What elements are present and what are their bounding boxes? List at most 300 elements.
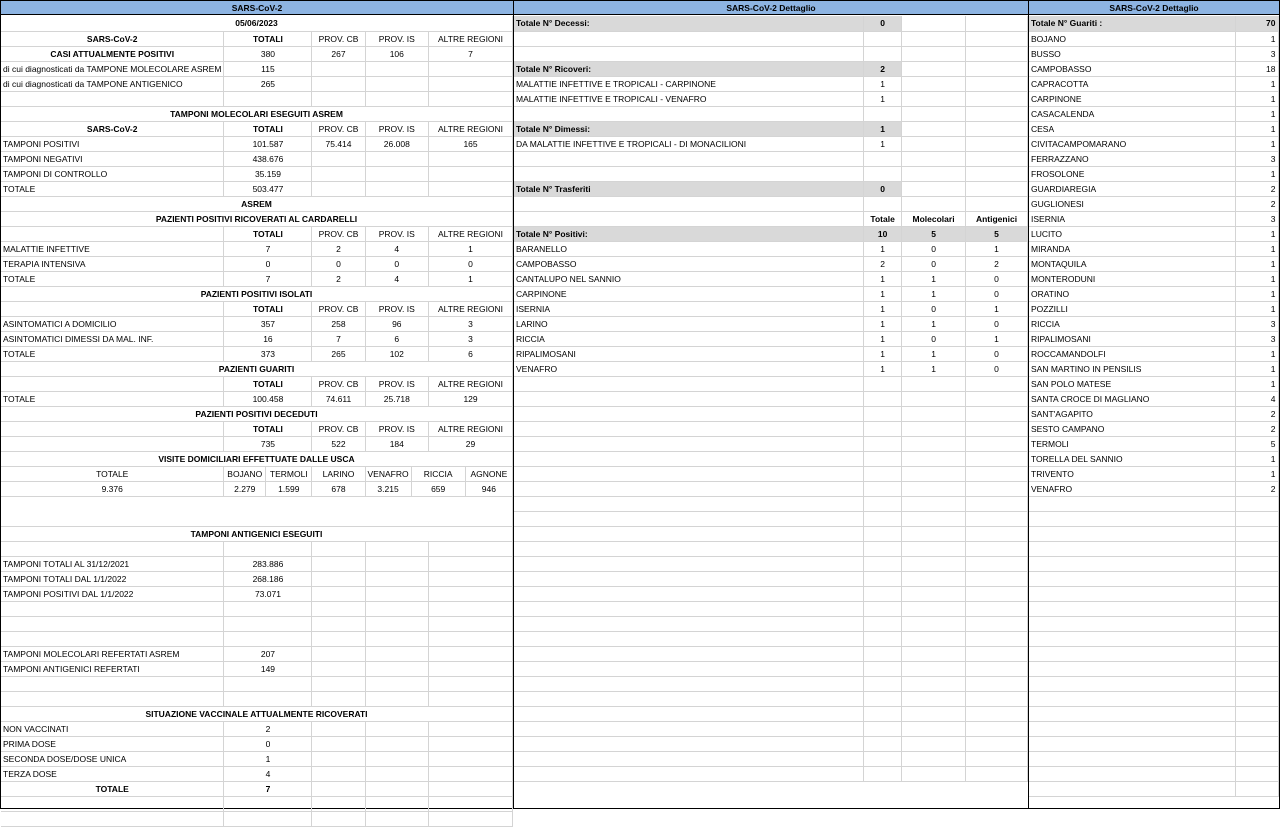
table-row: [1029, 166, 1278, 181]
comune-guariti: 1: [1235, 91, 1278, 106]
comune-mol: 1: [902, 286, 966, 301]
table-row: [514, 331, 1028, 346]
header-totali: TOTALI: [224, 121, 312, 136]
comune-tot: 1: [864, 271, 902, 286]
iso-totale-altre: 6: [429, 346, 513, 361]
table-row: [1029, 361, 1278, 376]
ricovero-value: 1: [864, 91, 902, 106]
casi-is: 106: [365, 46, 429, 61]
ricoveri-label: Totale N° Ricoveri:: [514, 61, 864, 76]
molecolare-label: di cui diagnosticati da TAMPONE MOLECOLARE ASREM: [1, 61, 224, 76]
comune-guariti: 2: [1235, 196, 1278, 211]
comune-tot: 1: [864, 301, 902, 316]
table-row: [514, 346, 1028, 361]
seconda-label: SECONDA DOSE/DOSE UNICA: [1, 751, 224, 766]
header-altre: ALTRE REGIONI: [429, 31, 513, 46]
header-altre: ALTRE REGIONI: [429, 376, 513, 391]
header-totali: TOTALI: [224, 31, 312, 46]
ric-totale-tot: 7: [224, 271, 312, 286]
table-row: [1, 766, 513, 781]
table-row: [1029, 211, 1278, 226]
table-row: [1029, 256, 1278, 271]
table-row: [1, 226, 513, 241]
ant-r5-value: 149: [224, 661, 312, 676]
comune-name: MONTAQUILA: [1029, 256, 1235, 271]
header-altre: ALTRE REGIONI: [429, 301, 513, 316]
comune-name: BUSSO: [1029, 46, 1235, 61]
dimessi-label: Totale N° Dimessi:: [514, 121, 864, 136]
table-row: [1, 586, 513, 601]
table-row: [1029, 16, 1278, 31]
table-row: [1029, 286, 1278, 301]
ant-r5-label: TAMPONI ANTIGENICI REFERTATI: [1, 661, 224, 676]
comune-tot: 1: [864, 316, 902, 331]
vac-totale-label: TOTALE: [1, 781, 224, 796]
comune-mol: 1: [902, 271, 966, 286]
comune-guariti: 1: [1235, 346, 1278, 361]
dimessi-is: 6: [365, 331, 429, 346]
table-row: [1, 556, 513, 571]
table-row: [514, 256, 1028, 271]
table-row: [1, 571, 513, 586]
comune-name: GUARDIAREGIA: [1029, 181, 1235, 196]
table-row: [1029, 466, 1278, 481]
table-row: [514, 286, 1028, 301]
section-title-row: [1, 706, 513, 721]
table-row: [1, 736, 513, 751]
comune-name: SANTA CROCE DI MAGLIANO: [1029, 391, 1235, 406]
comune-name: CAMPOBASSO: [514, 256, 864, 271]
table-row: [1029, 121, 1278, 136]
table-row: [514, 121, 1028, 136]
comune-name: POZZILLI: [1029, 301, 1235, 316]
comune-guariti: 2: [1235, 421, 1278, 436]
ricoverati-title: PAZIENTI POSITIVI RICOVERATI AL CARDARELLI: [1, 211, 513, 226]
comune-guariti: 2: [1235, 481, 1278, 496]
usca-header-venafro: VENAFRO: [365, 466, 411, 481]
col-totale: Totale: [864, 211, 902, 226]
comune-guariti: 1: [1235, 166, 1278, 181]
guariti-total-value: 70: [1235, 16, 1278, 31]
header-is: PROV. IS: [365, 31, 429, 46]
header-label: SARS-CoV-2: [1, 121, 224, 136]
table-row: [1, 301, 513, 316]
dec-altre: 29: [429, 436, 513, 451]
iso-totale-tot: 373: [224, 346, 312, 361]
gua-totale-label: TOTALE: [1, 391, 224, 406]
header-is: PROV. IS: [365, 421, 429, 436]
table-row: [1029, 421, 1278, 436]
header-is: PROV. IS: [365, 301, 429, 316]
comune-guariti: 1: [1235, 121, 1278, 136]
vaccini-title: SITUAZIONE VACCINALE ATTUALMENTE RICOVERATI: [1, 706, 513, 721]
left-panel: [0, 0, 514, 809]
comune-name: ORATINO: [1029, 286, 1235, 301]
table-row: [1, 376, 513, 391]
prima-value: 0: [224, 736, 312, 751]
comune-name: TRIVENTO: [1029, 466, 1235, 481]
comune-name: BARANELLO: [514, 241, 864, 256]
comune-ant: 1: [966, 301, 1028, 316]
positivi-label: TAMPONI POSITIVI: [1, 136, 224, 151]
comune-name: GUGLIONESI: [1029, 196, 1235, 211]
usca-value-agnone: 946: [465, 481, 512, 496]
table-row: [1029, 61, 1278, 76]
table-row: [1, 661, 513, 676]
usca-header-riccia: RICCIA: [411, 466, 465, 481]
inf-is: 4: [365, 241, 429, 256]
table-row: [1, 721, 513, 736]
gua-totale-cb: 74.611: [312, 391, 365, 406]
usca-value-bojano: 2.279: [224, 481, 266, 496]
deceduti-title: PAZIENTI POSITIVI DECEDUTI: [1, 406, 513, 421]
header-altre: ALTRE REGIONI: [429, 421, 513, 436]
domicilio-is: 96: [365, 316, 429, 331]
ti-label: TERAPIA INTENSIVA: [1, 256, 224, 271]
decessi-value: 0: [864, 16, 902, 31]
asrem-title: ASREM: [1, 196, 513, 211]
table-row: [1029, 76, 1278, 91]
ant-r3-label: TAMPONI POSITIVI DAL 1/1/2022: [1, 586, 224, 601]
trasferiti-value: 0: [864, 181, 902, 196]
right-table: [1029, 16, 1279, 797]
domicilio-cb: 258: [312, 316, 365, 331]
comune-name: CIVITACAMPOMARANO: [1029, 136, 1235, 151]
table-row: [1, 256, 513, 271]
section-title-row: [1, 286, 513, 301]
comune-mol: 1: [902, 346, 966, 361]
comune-tot: 1: [864, 361, 902, 376]
table-row: [514, 211, 1028, 226]
table-row: [514, 16, 1028, 31]
dimessi-value: 1: [864, 121, 902, 136]
table-row: [1029, 391, 1278, 406]
decessi-label: Totale N° Decessi:: [514, 16, 864, 31]
comune-name: RICCIA: [514, 331, 864, 346]
comune-name: SESTO CAMPANO: [1029, 421, 1235, 436]
nv-label: NON VACCINATI: [1, 721, 224, 736]
right-panel: [1028, 0, 1280, 809]
positivi-cb: 75.414: [312, 136, 365, 151]
comune-guariti: 1: [1235, 226, 1278, 241]
table-row: [1, 751, 513, 766]
table-row: [1029, 241, 1278, 256]
ricovero-label: MALATTIE INFETTIVE E TROPICALI - CARPINONE: [514, 76, 864, 91]
comune-name: VENAFRO: [514, 361, 864, 376]
header-cb: PROV. CB: [312, 121, 365, 136]
table-row: [1, 271, 513, 286]
comune-guariti: 1: [1235, 241, 1278, 256]
comune-guariti: 3: [1235, 46, 1278, 61]
comune-guariti: 1: [1235, 271, 1278, 286]
comune-guariti: 18: [1235, 61, 1278, 76]
comune-mol: 1: [902, 361, 966, 376]
comune-guariti: 5: [1235, 436, 1278, 451]
nv-value: 2: [224, 721, 312, 736]
casi-cb: 267: [312, 46, 365, 61]
table-row: [1, 331, 513, 346]
header-totali: TOTALI: [224, 301, 312, 316]
table-row: [514, 316, 1028, 331]
middle-table: [514, 16, 1028, 782]
antigenici-title: TAMPONI ANTIGENICI ESEGUITI: [1, 526, 513, 541]
comune-name: TORELLA DEL SANNIO: [1029, 451, 1235, 466]
comune-guariti: 1: [1235, 106, 1278, 121]
comune-guariti: 2: [1235, 181, 1278, 196]
header-cb: PROV. CB: [312, 226, 365, 241]
comune-mol: 0: [902, 241, 966, 256]
ant-r4-label: TAMPONI MOLECOLARI REFERTATI ASREM: [1, 646, 224, 661]
isolati-title: PAZIENTI POSITIVI ISOLATI: [1, 286, 513, 301]
usca-value-larino: 678: [312, 481, 365, 496]
molecolare-value: 115: [224, 61, 312, 76]
header-cb: PROV. CB: [312, 421, 365, 436]
table-row: [1, 316, 513, 331]
antigenico-value: 265: [224, 76, 312, 91]
comune-ant: 0: [966, 361, 1028, 376]
comune-name: SANT'AGAPITO: [1029, 406, 1235, 421]
comune-tot: 2: [864, 256, 902, 271]
comune-guariti: 1: [1235, 31, 1278, 46]
table-row: [1029, 406, 1278, 421]
table-row: [1, 166, 513, 181]
section-title-row: [1, 106, 513, 121]
table-row: [1029, 106, 1278, 121]
table-row: [1029, 226, 1278, 241]
comune-guariti: 2: [1235, 406, 1278, 421]
positivi-mol: 5: [902, 226, 966, 241]
dec-is: 184: [365, 436, 429, 451]
usca-title: VISITE DOMICILIARI EFFETTUATE DALLE USCA: [1, 451, 513, 466]
table-row: [1029, 151, 1278, 166]
table-row: [1, 136, 513, 151]
ant-r2-label: TAMPONI TOTALI DAL 1/1/2022: [1, 571, 224, 586]
comune-ant: 0: [966, 286, 1028, 301]
tmol-totale-tot: 503.477: [224, 181, 312, 196]
header-is: PROV. IS: [365, 121, 429, 136]
ant-r4-value: 207: [224, 646, 312, 661]
table-row: [1, 646, 513, 661]
header-is: PROV. IS: [365, 226, 429, 241]
positivi-tot: 10: [864, 226, 902, 241]
comune-mol: 0: [902, 331, 966, 346]
comune-name: FERRAZZANO: [1029, 151, 1235, 166]
ric-totale-is: 4: [365, 271, 429, 286]
header-label: SARS-CoV-2: [1, 31, 224, 46]
ant-r3-value: 73.071: [224, 586, 312, 601]
table-row: [1029, 436, 1278, 451]
comune-mol: 0: [902, 301, 966, 316]
ant-r2-value: 268.186: [224, 571, 312, 586]
header-is: PROV. IS: [365, 376, 429, 391]
comune-guariti: 4: [1235, 391, 1278, 406]
comune-name: LUCITO: [1029, 226, 1235, 241]
comune-guariti: 1: [1235, 286, 1278, 301]
comune-name: ROCCAMANDOLFI: [1029, 346, 1235, 361]
usca-value-termoli: 1.599: [266, 481, 312, 496]
comune-name: SAN MARTINO IN PENSILIS: [1029, 361, 1235, 376]
table-row: [1029, 331, 1278, 346]
table-row: [1, 481, 513, 496]
comune-name: MONTERODUNI: [1029, 271, 1235, 286]
usca-header-totale: TOTALE: [1, 466, 224, 481]
table-row: [1, 781, 513, 796]
terza-value: 4: [224, 766, 312, 781]
middle-panel: [513, 0, 1029, 809]
header-totali: TOTALI: [224, 226, 312, 241]
positivi-altre: 165: [429, 136, 513, 151]
comune-guariti: 1: [1235, 301, 1278, 316]
trasferiti-label: Totale N° Trasferiti: [514, 181, 864, 196]
table-row: [1029, 46, 1278, 61]
table-row: [1, 151, 513, 166]
domicilio-tot: 357: [224, 316, 312, 331]
domicilio-altre: 3: [429, 316, 513, 331]
table-row: [1029, 451, 1278, 466]
header-altre: ALTRE REGIONI: [429, 121, 513, 136]
report-date: 05/06/2023: [1, 16, 513, 31]
comune-name: CARPINONE: [1029, 91, 1235, 106]
table-row: [514, 301, 1028, 316]
usca-value-venafro: 3.215: [365, 481, 411, 496]
header-totali: TOTALI: [224, 421, 312, 436]
comune-name: SAN POLO MATESE: [1029, 376, 1235, 391]
gua-totale-altre: 129: [429, 391, 513, 406]
controllo-tot: 35.159: [224, 166, 312, 181]
ricoveri-value: 2: [864, 61, 902, 76]
date-row: [1, 16, 513, 31]
comune-guariti: 3: [1235, 151, 1278, 166]
positivi-label: Totale N° Positivi:: [514, 226, 864, 241]
table-row: [1, 391, 513, 406]
comune-guariti: 3: [1235, 211, 1278, 226]
gua-totale-is: 25.718: [365, 391, 429, 406]
comune-guariti: 3: [1235, 316, 1278, 331]
table-row: [1029, 196, 1278, 211]
controllo-label: TAMPONI DI CONTROLLO: [1, 166, 224, 181]
table-row: [1, 46, 513, 61]
table-row: [1, 61, 513, 76]
negativi-label: TAMPONI NEGATIVI: [1, 151, 224, 166]
section-title-row: [1, 451, 513, 466]
casi-tot: 380: [224, 46, 312, 61]
table-row: [1029, 91, 1278, 106]
terza-label: TERZA DOSE: [1, 766, 224, 781]
table-row: [514, 241, 1028, 256]
iso-totale-is: 102: [365, 346, 429, 361]
comune-mol: 0: [902, 256, 966, 271]
comune-name: CANTALUPO NEL SANNIO: [514, 271, 864, 286]
guariti-title: PAZIENTI GUARITI: [1, 361, 513, 376]
ric-totale-cb: 2: [312, 271, 365, 286]
table-row: [514, 226, 1028, 241]
header-cb: PROV. CB: [312, 31, 365, 46]
tamponi-mol-title: TAMPONI MOLECOLARI ESEGUITI ASREM: [1, 106, 513, 121]
negativi-tot: 438.676: [224, 151, 312, 166]
section-title-row: [1, 361, 513, 376]
inf-altre: 1: [429, 241, 513, 256]
header-totali: TOTALI: [224, 376, 312, 391]
ti-cb: 0: [312, 256, 365, 271]
comune-ant: 1: [966, 331, 1028, 346]
comune-tot: 1: [864, 331, 902, 346]
comune-tot: 1: [864, 241, 902, 256]
table-row: [1, 181, 513, 196]
dec-cb: 522: [312, 436, 365, 451]
comune-name: MIRANDA: [1029, 241, 1235, 256]
comune-name: CAMPOBASSO: [1029, 61, 1235, 76]
dimessi-cb: 7: [312, 331, 365, 346]
table-row: [1029, 346, 1278, 361]
section-title-row: [1, 211, 513, 226]
guariti-total-label: Totale N° Guariti :: [1029, 16, 1235, 31]
usca-header-larino: LARINO: [312, 466, 365, 481]
table-row: [1, 31, 513, 46]
comune-ant: 2: [966, 256, 1028, 271]
table-row: [514, 136, 1028, 151]
left-table: [1, 16, 513, 827]
comune-name: TERMOLI: [1029, 436, 1235, 451]
table-row: [1029, 136, 1278, 151]
tmol-totale-label: TOTALE: [1, 181, 224, 196]
vac-totale-value: 7: [224, 781, 312, 796]
usca-header-agnone: AGNONE: [465, 466, 512, 481]
positivi-is: 26.008: [365, 136, 429, 151]
dimesso-value: 1: [864, 136, 902, 151]
comune-name: CARPINONE: [514, 286, 864, 301]
ric-totale-altre: 1: [429, 271, 513, 286]
ti-altre: 0: [429, 256, 513, 271]
table-row: [514, 76, 1028, 91]
comune-tot: 1: [864, 286, 902, 301]
table-row: [1029, 271, 1278, 286]
table-row: [1029, 31, 1278, 46]
usca-value-totale: 9.376: [1, 481, 224, 496]
comune-guariti: 1: [1235, 361, 1278, 376]
comune-ant: 0: [966, 346, 1028, 361]
iso-totale-cb: 265: [312, 346, 365, 361]
ric-totale-label: TOTALE: [1, 271, 224, 286]
table-row: [1029, 301, 1278, 316]
section-title-row: [1, 196, 513, 211]
seconda-value: 1: [224, 751, 312, 766]
comune-guariti: 1: [1235, 136, 1278, 151]
table-row: [1, 241, 513, 256]
usca-header-bojano: BOJANO: [224, 466, 266, 481]
ricovero-label: MALATTIE INFETTIVE E TROPICALI - VENAFRO: [514, 91, 864, 106]
table-row: [1, 76, 513, 91]
table-row: [514, 361, 1028, 376]
inf-cb: 2: [312, 241, 365, 256]
comune-ant: 0: [966, 316, 1028, 331]
table-row: [1029, 481, 1278, 496]
table-row: [514, 91, 1028, 106]
comune-guariti: 3: [1235, 331, 1278, 346]
gua-totale-tot: 100.458: [224, 391, 312, 406]
positivi-tot: 101.587: [224, 136, 312, 151]
table-row: [514, 181, 1028, 196]
comune-ant: 0: [966, 271, 1028, 286]
comune-name: BOJANO: [1029, 31, 1235, 46]
comune-name: RIPALIMOSANI: [1029, 331, 1235, 346]
comune-name: RIPALIMOSANI: [514, 346, 864, 361]
dec-tot: 735: [224, 436, 312, 451]
col-antigenici: Antigenici: [966, 211, 1028, 226]
comune-name: CAPRACOTTA: [1029, 76, 1235, 91]
section-title-row: [1, 406, 513, 421]
prima-label: PRIMA DOSE: [1, 736, 224, 751]
table-row: [1, 421, 513, 436]
